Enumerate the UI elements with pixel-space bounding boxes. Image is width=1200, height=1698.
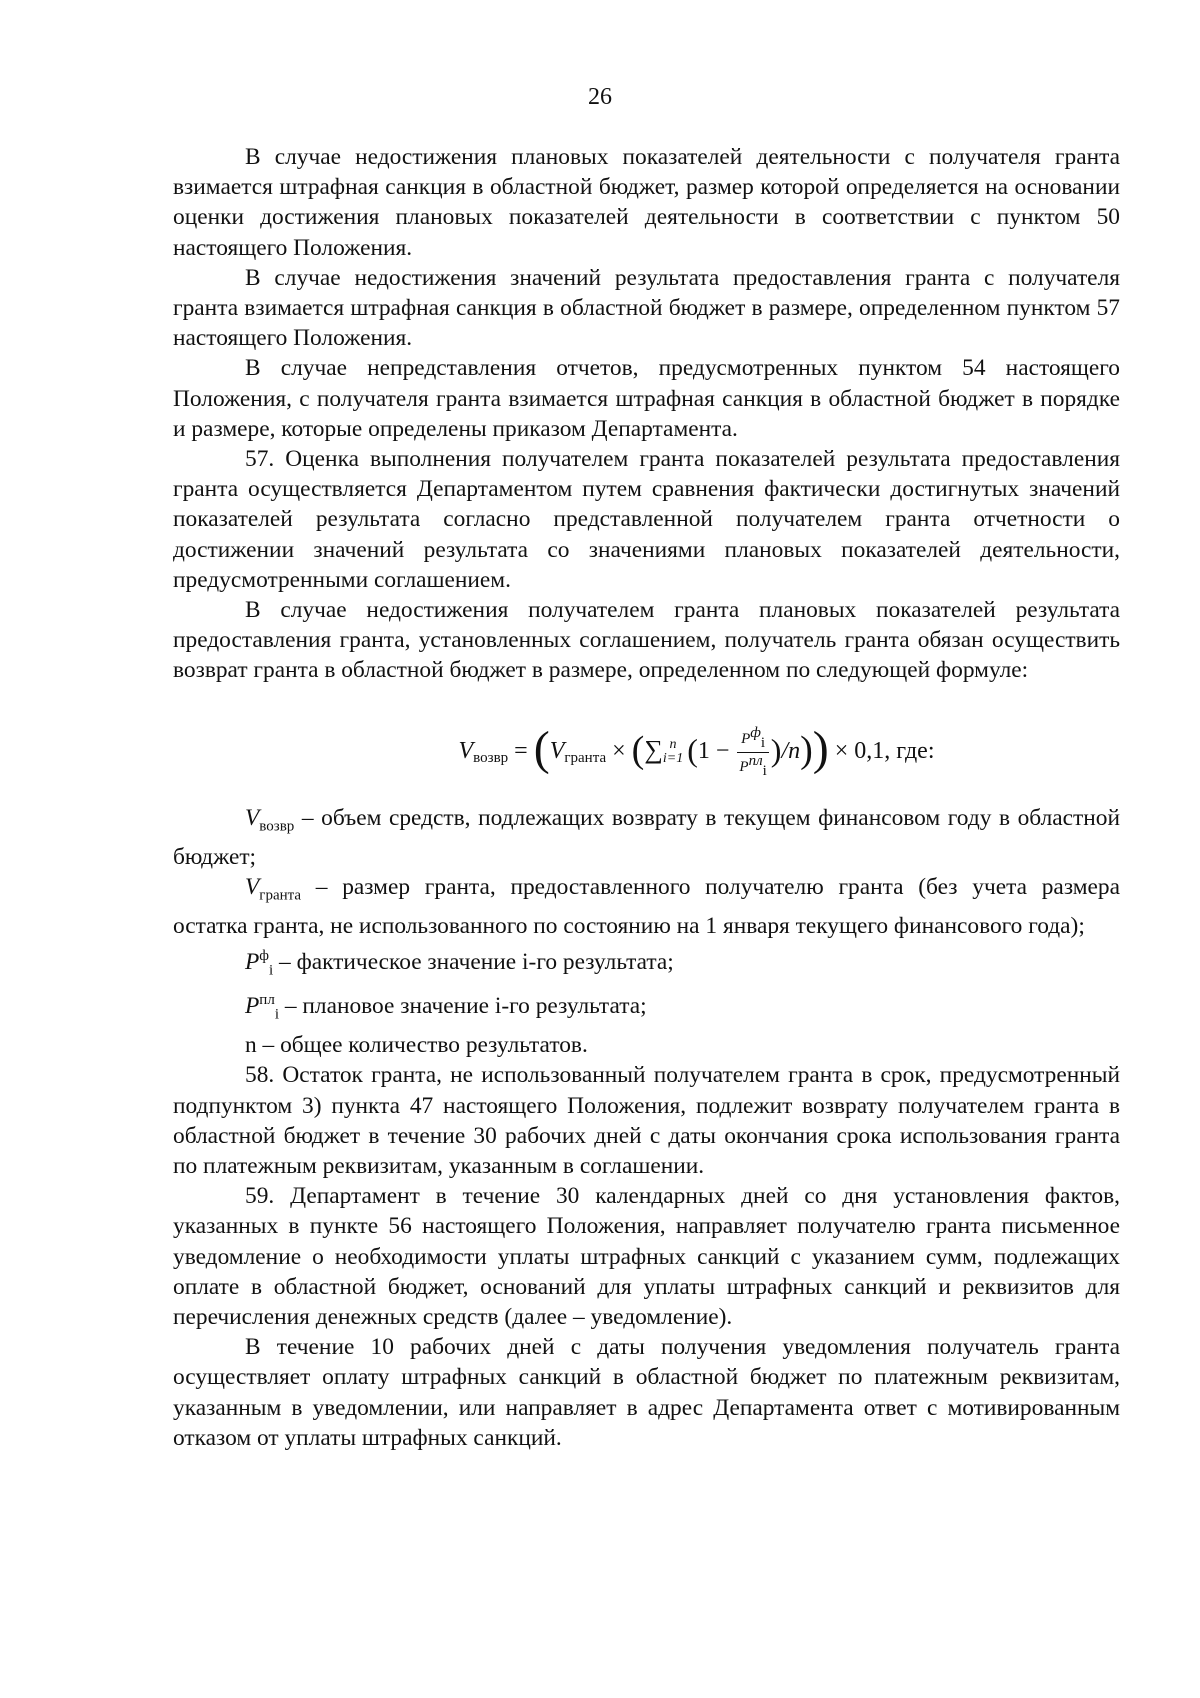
definition-p-fact: $P^ф_i$ – фактическое значение i-го результата; [245, 947, 674, 979]
return-formula [173, 722, 1120, 785]
formula-fraction [737, 725, 768, 780]
formula-definitions [173, 803, 1120, 1061]
definition-n: n – общее количество результатов. [245, 1032, 588, 1059]
page-number: 26 [588, 84, 612, 110]
formula-paren-open-inner: ( [687, 731, 698, 768]
formula-one-minus: 1 − [697, 737, 730, 764]
definition-p-plan: $P^{пл}_i$ – плановое значение i-го результата; [245, 992, 647, 1023]
paragraph-payment-deadline: В течение 10 рабочих дней с даты получения уведомления получатель гранта осуществляет оплату штрафных санкций в областной бюджет по платежным реквизитам, указанным в уведомлении, или направляет в адрес Департамента ответ с мотивированным отказом от уплаты штрафных санкций. [173, 1334, 1120, 1451]
formula-paren-close-outer: ) [812, 721, 829, 775]
paragraph-57: 57. Оценка выполнения получателем гранта показателей результата предоставления гранта осуществляется Департаментом путем сравнения фактически достигнутых значений показателей результата согласно представленной получателем гранта отчетности о достижении значений результата со значениями плановых показателей деятельности, предусмотренными соглашением. [173, 446, 1120, 593]
formula-v-return: $V_{возвр}$ [458, 737, 509, 766]
formula-paren-close-mid: ) [800, 728, 813, 771]
formula-paren-open-mid: ( [631, 728, 645, 771]
formula-paren-open-outer: ( [533, 721, 550, 775]
paragraph-penalty-reports: В случае непредставления отчетов, предусмотренных пунктом 54 настоящего Положения, с получателя гранта взимается штрафная санкция в областной бюджет в порядке и размере, которые определены приказом Департамента. [173, 355, 1120, 442]
formula-times: × [612, 737, 626, 764]
formula-fraction-denominator: $P^{пл}_i$ [739, 752, 767, 779]
formula-fraction-numerator: $P^ф_i$ [737, 725, 768, 753]
definition-v-grant: $V_{гранта}$ – размер гранта, предоставленного получателю гранта (без учета размера остатка гранта, не использованного по состоянию на 1 января текущего финансового года); [173, 873, 1120, 939]
paragraph-58: 58. Остаток гранта, не использованный получателем гранта в срок, предусмотренный подпунктом 3) пункта 47 настоящего Положения, подлежит возврату получателем гранта в областной бюджет в течение 30 рабочих дней с даты окончания срока использования гранта по платежным реквизитам, указанным в соглашении. [173, 1062, 1120, 1179]
formula-sum-limits: n i=1 [662, 737, 684, 767]
formula-tail: × 0,1, где: [834, 737, 935, 764]
definition-v-return: $V_{возвр}$ – объем средств, подлежащих возврату в текущем финансовом году в областной бюджет; [173, 804, 1120, 870]
formula-div-n: /n [781, 737, 801, 764]
formula-v-grant: $V_{гранта}$ [549, 737, 607, 766]
paragraph-return-formula-intro: В случае недостижения получателем гранта плановых показателей результата предоставления гранта, установленных соглашением, получатель гранта обязан осуществить возврат гранта в областной бюджет в размере, определенном по следующей формуле: [173, 597, 1120, 684]
formula-equals: = [514, 737, 528, 764]
paragraph-penalty-result: В случае недостижения значений результата предоставления гранта с получателя гранта взимается штрафная санкция в областной бюджет в размере, определенном пунктом 57 настоящего Положения. [173, 264, 1120, 352]
paragraph-59: 59. Департамент в течение 30 календарных дней со дня установления фактов, указанных в пункте 56 настоящего Положения, направляет получателю гранта письменное уведомление о необходимости уплаты штрафных санкций с указанием сумм, подлежащих оплате в областной бюджет, оснований для уплаты штрафных санкций и реквизитов для перечисления денежных средств (далее – уведомление). [173, 1183, 1120, 1330]
sum-icon: ∑ [644, 734, 663, 764]
formula-paren-close-inner: ) [770, 731, 782, 768]
paragraph-penalty-plan: В случае недостижения плановых показателей деятельности с получателя гранта взимается штрафная санкция в областной бюджет, размер которой определяется на основании оценки достижения плановых показателей деятельности в соответствии с пунктом 50 настоящего Положения. [173, 144, 1120, 261]
document-body [173, 142, 1120, 1453]
